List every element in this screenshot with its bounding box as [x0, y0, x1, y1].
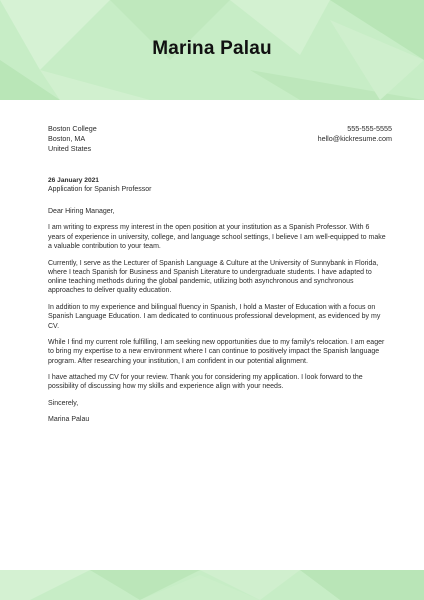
header-banner [0, 0, 424, 100]
paragraph-2: Currently, I serve as the Lecturer of Spanish Language & Culture at the University of Sunnybank in Florida, where I teach Spanish for Business and Spanish Literature to undergraduate students. I have adapted to online teaching methods during the global pandemic, utilizing both asynchronous and synchronous approaches to deliver quality education. [48, 259, 379, 295]
paragraph-1: I am writing to express my interest in the open position at your institution as a Spanish Professor. With 6 years of experience in university, college, and language school settings, I believe I am well-equipped to make a valuable contribution to your team. [48, 224, 386, 251]
paragraph-5: I have attached my CV for your review. Thank you for considering my application. I look forward to the possibility of discussing how my skills and experience align with your needs. [48, 374, 363, 391]
applicant-name: Marina Palau [152, 38, 272, 59]
sender-address [48, 124, 97, 154]
signature: Marina Palau [48, 416, 90, 424]
email-address: hello@kickresume.com [317, 134, 392, 143]
phone-number: 555-555-5555 [347, 124, 392, 133]
letter-subject: Application for Spanish Professor [48, 186, 152, 193]
greeting: Dear Hiring Manager, [48, 208, 115, 215]
address-line-2: Boston, MA [48, 134, 86, 143]
closing: Sincerely, [48, 399, 79, 407]
paragraph-3: In addition to my experience and bilingual fluency in Spanish, I hold a Master of Education with a focus on Spanish Language Education. I am dedicated to continuous professional development, as evidenced by my CV. [48, 303, 381, 330]
paragraph-4: While I find my current role fulfilling, I am seeking new opportunities due to my family's relocation. I am eager to bring my expertise to a new environment where I can continue to positively impact the Spanish language program. After researching your institution, I am confident in our potential alignment. [48, 339, 385, 365]
footer-banner [0, 570, 424, 600]
address-line-1: Boston College [48, 124, 97, 133]
footer-pattern [0, 570, 424, 600]
sender-contact [318, 124, 392, 144]
letter-date: 26 January 2021 [48, 177, 99, 184]
letter-body [48, 207, 388, 432]
address-line-3: United States [48, 144, 92, 153]
